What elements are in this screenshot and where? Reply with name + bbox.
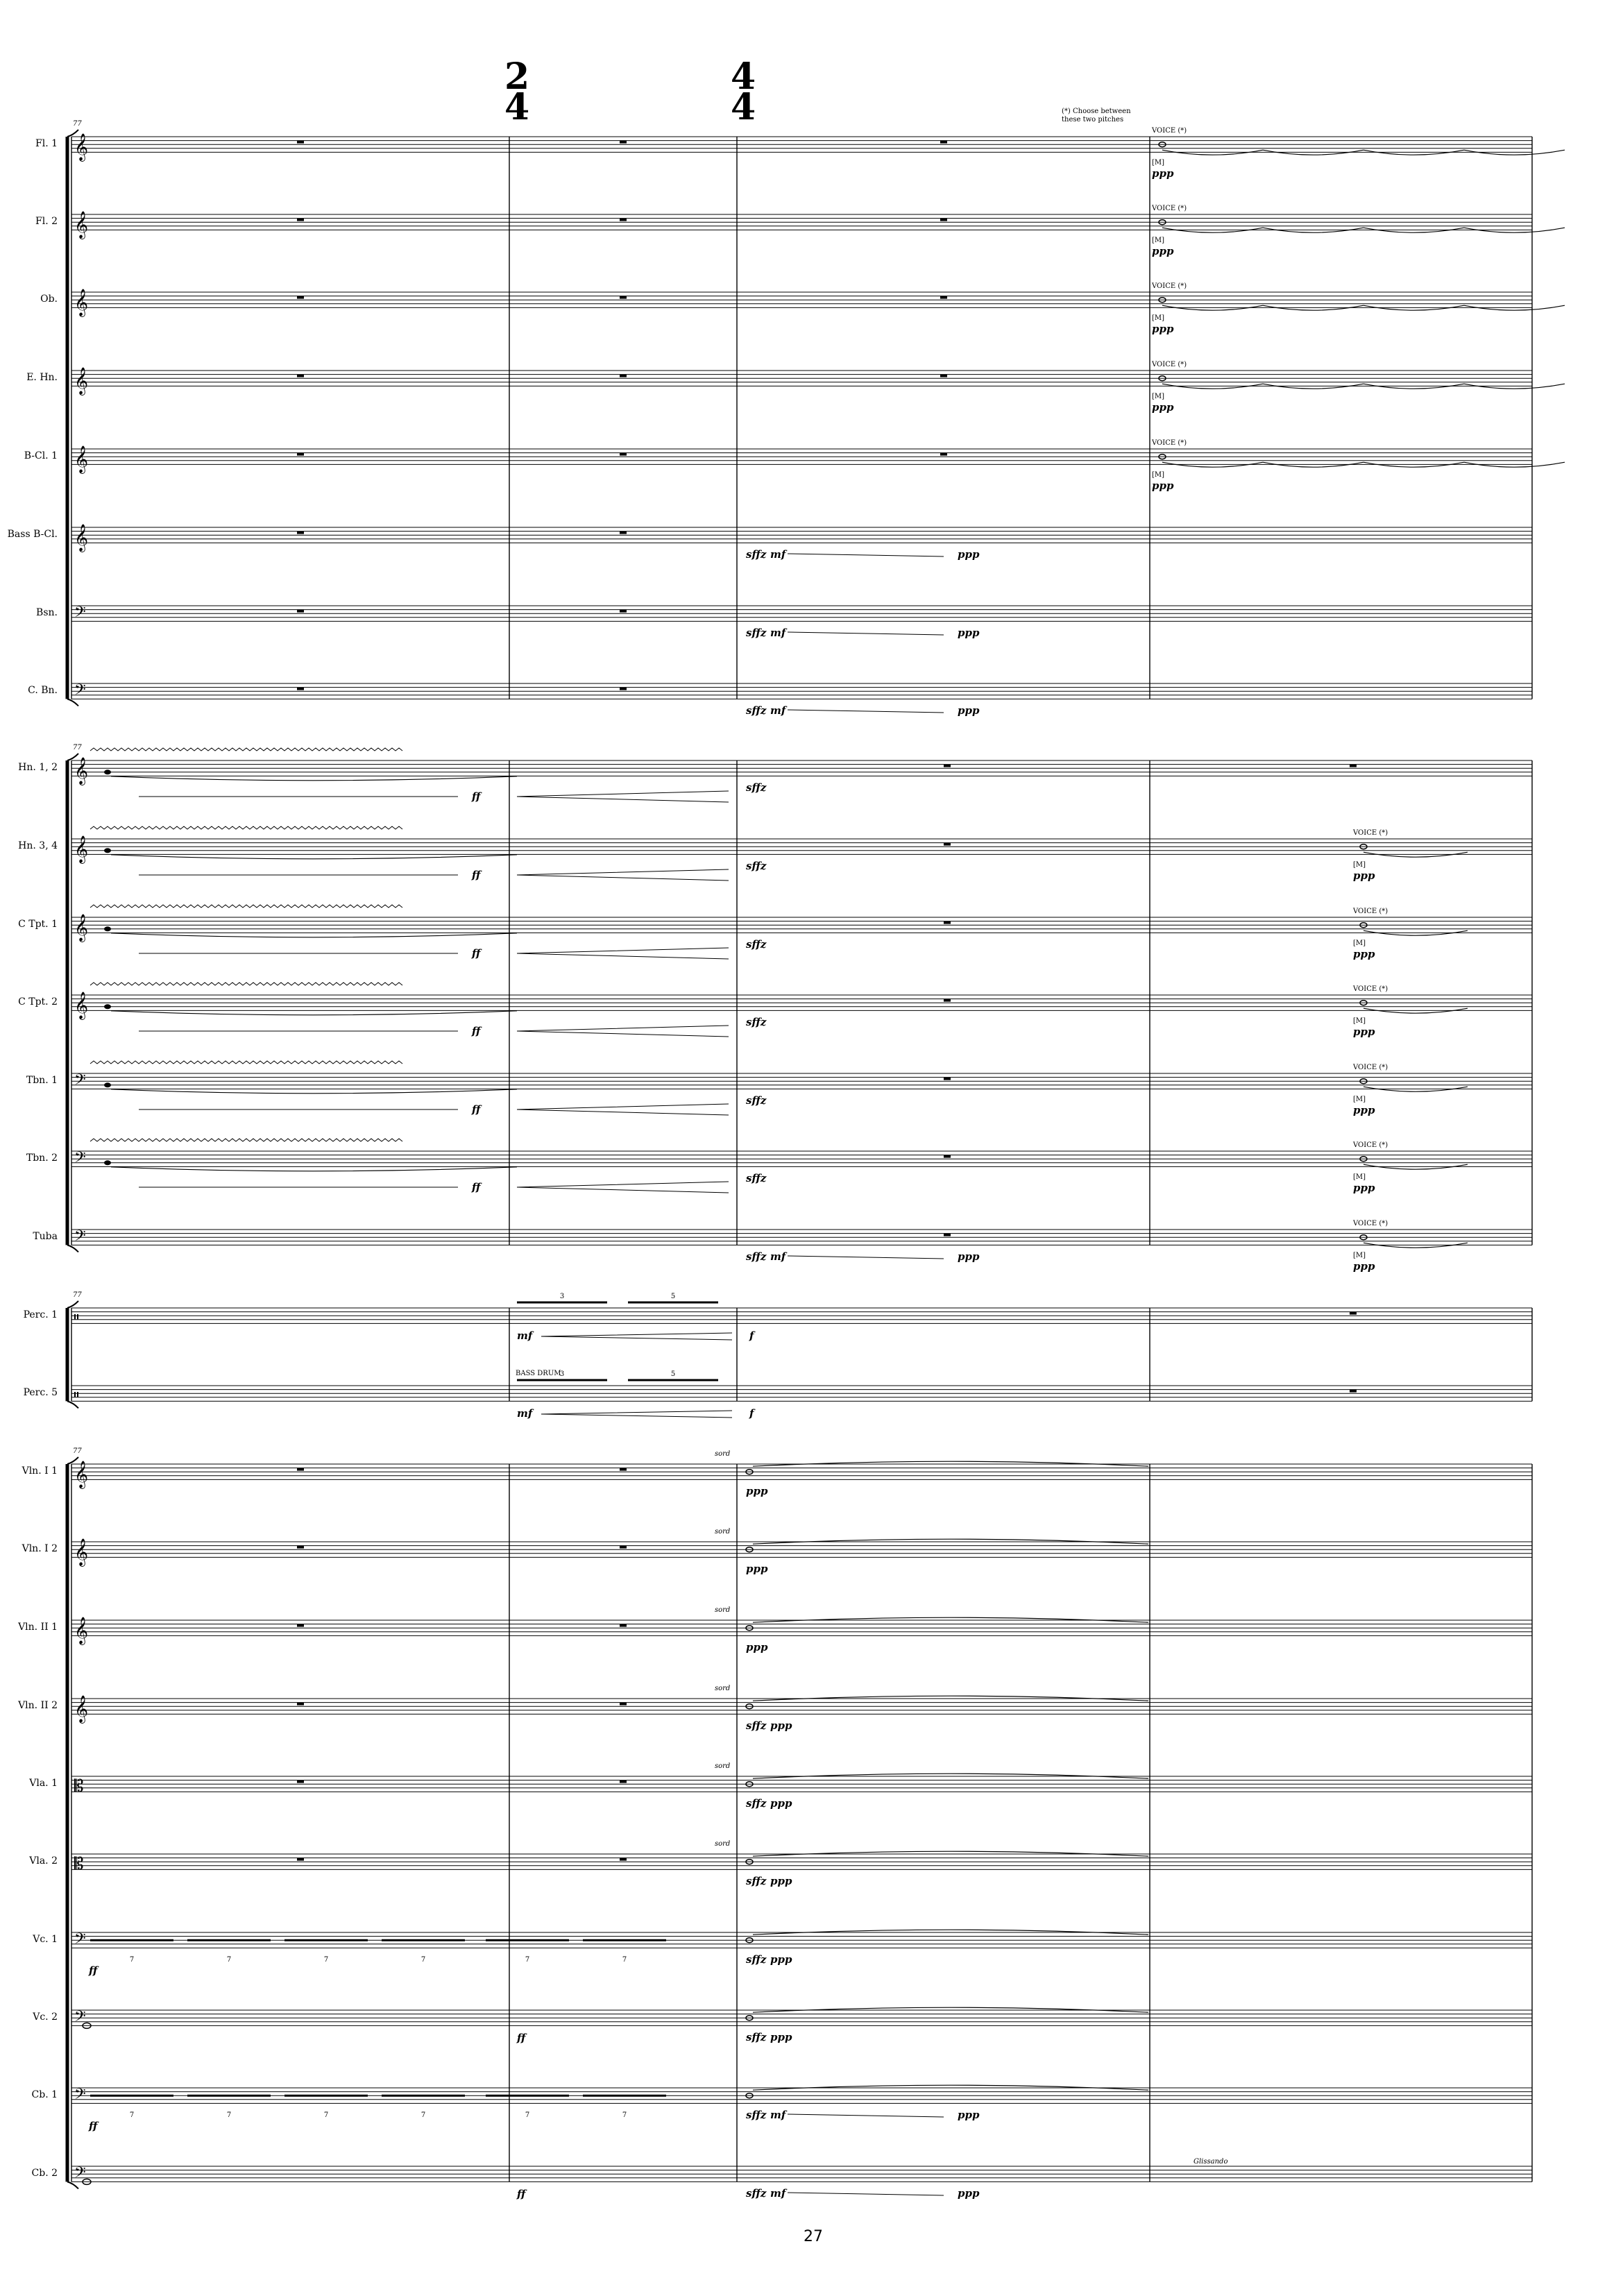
tuplet-number: 7 xyxy=(226,1956,232,1964)
clef-bass-icon: 𝄢 xyxy=(74,2008,86,2029)
whole-rest-icon xyxy=(620,1858,627,1861)
whole-rest-icon xyxy=(620,610,627,613)
mute-marking: [M] xyxy=(1353,1252,1366,1259)
whole-rest-icon xyxy=(620,688,627,690)
dynamic-ppp: ppp xyxy=(746,1641,768,1653)
time-signature-4-4-top: 4 xyxy=(731,56,756,98)
whole-rest-icon xyxy=(620,1780,627,1783)
tuplet-number: 7 xyxy=(622,2111,627,2119)
instrument-label: Vc. 1 xyxy=(33,1934,58,1945)
tuplet-number: 7 xyxy=(323,2111,329,2119)
decrescendo-hairpin xyxy=(517,869,729,881)
dynamic-mf: mf xyxy=(517,1329,533,1342)
tuplet-number: 7 xyxy=(323,1956,329,1964)
dynamic-sffz: sffz xyxy=(746,1875,767,1887)
dynamic-ppp: ppp xyxy=(770,1719,792,1732)
whole-rest-icon xyxy=(620,219,627,221)
whole-rest-icon xyxy=(297,1624,304,1627)
dynamic-ff: ff xyxy=(472,1181,481,1193)
clef-bass-icon: 𝄢 xyxy=(74,1071,86,1092)
tuplet-number: 7 xyxy=(129,1956,135,1964)
whole-rest-icon xyxy=(297,610,304,613)
whole-rest-icon xyxy=(297,375,304,377)
diminuendo-line xyxy=(788,2193,944,2195)
dynamic-ppp: ppp xyxy=(1152,323,1174,335)
dynamic-ff: ff xyxy=(89,1964,98,1977)
clef-treble-icon: 𝄞 xyxy=(74,133,89,161)
voice-label: VOICE (*) xyxy=(1353,1141,1388,1149)
voice-label: VOICE (*) xyxy=(1152,127,1187,135)
dynamic-ppp: ppp xyxy=(1353,948,1375,960)
instrument-label: Cb. 2 xyxy=(31,2168,58,2179)
footnote-line-1: (*) Choose between xyxy=(1062,108,1131,115)
bracket-top-hook xyxy=(67,1301,78,1308)
dynamic-ppp: ppp xyxy=(958,2109,980,2121)
dynamic-sffz: sffz xyxy=(746,2187,767,2200)
tuplet-number: 7 xyxy=(226,2111,232,2119)
instrument-label: C Tpt. 2 xyxy=(18,996,58,1007)
dynamic-sffz: sffz xyxy=(746,1016,767,1028)
dynamic-sffz: sffz xyxy=(746,627,767,639)
instrument-label: Cb. 1 xyxy=(31,2089,58,2100)
instrument-label: E. Hn. xyxy=(26,372,58,383)
instrument-label: Vc. 2 xyxy=(33,2012,58,2023)
clef-treble-icon: 𝄞 xyxy=(74,757,89,785)
crescendo-hairpin xyxy=(541,1411,732,1418)
voice-label: VOICE (*) xyxy=(1152,282,1187,290)
dynamic-ff: ff xyxy=(472,869,481,881)
clef-bass-icon: 𝄢 xyxy=(74,2086,86,2107)
clef-treble-icon: 𝄞 xyxy=(74,445,89,473)
dynamic-mf: mf xyxy=(770,2109,786,2121)
measure-number: 77 xyxy=(73,744,82,751)
dynamic-ppp: ppp xyxy=(1353,1026,1375,1038)
mute-marking: [M] xyxy=(1353,1173,1366,1181)
whole-rest-icon xyxy=(620,296,627,299)
trill-line xyxy=(90,748,402,751)
instrument-label: Ob. xyxy=(40,294,58,305)
clef-perc-icon: 𝄥 xyxy=(74,1386,78,1403)
diminuendo-line xyxy=(788,1256,944,1259)
diminuendo-line xyxy=(788,2114,944,2117)
whole-rest-icon xyxy=(297,1703,304,1706)
decrescendo-hairpin xyxy=(517,791,729,802)
whole-rest-icon xyxy=(297,1780,304,1783)
instrument-label: C Tpt. 1 xyxy=(18,919,58,930)
whole-rest-icon xyxy=(940,296,947,299)
whole-rest-icon xyxy=(620,532,627,534)
voice-label: VOICE (*) xyxy=(1353,908,1388,915)
decrescendo-hairpin xyxy=(517,1104,729,1115)
tuplet-number: 5 xyxy=(670,1293,676,1300)
mute-marking: [M] xyxy=(1152,314,1165,322)
time-signature-2-4-top: 2 xyxy=(504,56,530,98)
instrument-label: Vln. I 2 xyxy=(22,1543,58,1554)
trilled-note xyxy=(104,1082,111,1087)
dynamic-sffz: sffz xyxy=(746,781,767,794)
whole-rest-icon xyxy=(940,219,947,221)
instrument-label: Hn. 1, 2 xyxy=(18,762,58,773)
tuplet-number: 7 xyxy=(622,1956,627,1964)
clef-bass-icon: 𝄢 xyxy=(74,681,86,702)
instrument-label: Fl. 1 xyxy=(35,138,58,149)
trilled-note xyxy=(104,926,111,931)
clef-treble-icon: 𝄞 xyxy=(74,835,89,863)
dynamic-ppp: ppp xyxy=(958,548,980,561)
instrument-label: Perc. 5 xyxy=(23,1387,58,1398)
measure-number: 77 xyxy=(73,1447,82,1455)
instrument-label: Hn. 3, 4 xyxy=(18,840,58,851)
dynamic-f: f xyxy=(749,1407,754,1420)
tie xyxy=(111,776,517,781)
instrument-label: Bsn. xyxy=(36,607,58,618)
whole-rest-icon xyxy=(297,1546,304,1549)
instrument-label: Perc. 1 xyxy=(23,1309,58,1320)
instrument-label: Vln. II 1 xyxy=(18,1622,58,1633)
trilled-note xyxy=(104,848,111,853)
whole-rest-icon xyxy=(940,453,947,456)
dynamic-ppp: ppp xyxy=(746,1485,768,1497)
dynamic-f: f xyxy=(749,1329,754,1342)
footnote-line-2: these two pitches xyxy=(1062,116,1124,124)
dynamic-sffz: sffz xyxy=(746,1719,767,1732)
clef-bass-icon: 𝄢 xyxy=(74,1227,86,1248)
whole-rest-icon xyxy=(620,1468,627,1471)
instrument-label: Tuba xyxy=(33,1231,58,1242)
dynamic-sffz: sffz xyxy=(746,2109,767,2121)
whole-rest-icon xyxy=(620,1624,627,1627)
tuplet-number: 7 xyxy=(129,2111,135,2119)
mute-marking: [M] xyxy=(1152,471,1165,479)
whole-rest-icon xyxy=(944,999,951,1002)
sordino-marking: sord xyxy=(715,1685,731,1692)
sordino-marking: sord xyxy=(715,1840,731,1848)
dynamic-sffz: sffz xyxy=(746,548,767,561)
trill-line xyxy=(90,1139,402,1141)
dynamic-mf: mf xyxy=(770,2187,786,2200)
dynamic-ff: ff xyxy=(517,2188,526,2200)
tie xyxy=(111,1011,517,1015)
sordino-marking: sord xyxy=(715,1762,731,1770)
decrescendo-hairpin xyxy=(517,1026,729,1037)
time-signature-2-4-bottom: 4 xyxy=(504,86,530,128)
clef-bass-icon: 𝄢 xyxy=(74,2164,86,2185)
instrument-label: Tbn. 2 xyxy=(26,1153,58,1164)
clef-perc-icon: 𝄥 xyxy=(74,1309,78,1325)
clef-treble-icon: 𝄞 xyxy=(74,211,89,239)
clef-treble-icon: 𝄞 xyxy=(74,289,89,316)
voice-label: VOICE (*) xyxy=(1152,361,1187,368)
trilled-note xyxy=(104,1160,111,1165)
dynamic-mf: mf xyxy=(770,548,786,561)
mute-marking: [M] xyxy=(1353,939,1366,947)
whole-rest-icon xyxy=(297,296,304,299)
whole-rest-icon xyxy=(297,453,304,456)
clef-treble-icon: 𝄞 xyxy=(74,1695,89,1723)
dynamic-sffz: sffz xyxy=(746,1953,767,1966)
clef-treble-icon: 𝄞 xyxy=(74,1617,89,1644)
clef-alto-icon: 𝄡 xyxy=(74,1854,84,1873)
trill-line xyxy=(90,905,402,908)
trilled-note xyxy=(104,769,111,774)
whole-rest-icon xyxy=(297,532,304,534)
instrument-label: C. Bn. xyxy=(28,685,58,696)
clef-treble-icon: 𝄞 xyxy=(74,1461,89,1488)
dynamic-ppp: ppp xyxy=(1353,869,1375,882)
voice-label: VOICE (*) xyxy=(1152,205,1187,212)
dynamic-sffz: sffz xyxy=(746,1172,767,1184)
diminuendo-line xyxy=(788,632,944,635)
dynamic-ppp: ppp xyxy=(1353,1104,1375,1116)
trill-line xyxy=(90,983,402,985)
tie xyxy=(111,1089,517,1094)
dynamic-sffz: sffz xyxy=(746,860,767,872)
clef-treble-icon: 𝄞 xyxy=(74,367,89,395)
dynamic-mf: mf xyxy=(770,1250,786,1263)
dynamic-ppp: ppp xyxy=(770,1875,792,1887)
diminuendo-line xyxy=(788,554,944,556)
whole-rest-icon xyxy=(944,1155,951,1158)
dynamic-ppp: ppp xyxy=(770,2031,792,2043)
clef-treble-icon: 𝄞 xyxy=(74,1538,89,1566)
whole-rest-icon xyxy=(1350,765,1357,767)
clef-treble-icon: 𝄞 xyxy=(74,524,89,552)
decrescendo-hairpin xyxy=(517,948,729,959)
voice-label: VOICE (*) xyxy=(1353,985,1388,993)
dynamic-ff: ff xyxy=(472,1025,481,1037)
voice-label: VOICE (*) xyxy=(1353,829,1388,837)
dynamic-sffz: sffz xyxy=(746,1250,767,1263)
clef-treble-icon: 𝄞 xyxy=(74,914,89,942)
whole-rest-icon xyxy=(944,765,951,767)
dynamic-ppp: ppp xyxy=(958,2187,980,2200)
time-signature-4-4-bottom: 4 xyxy=(731,86,756,128)
mute-marking: [M] xyxy=(1353,1096,1366,1103)
clef-bass-icon: 𝄢 xyxy=(74,1930,86,1951)
dynamic-sffz: sffz xyxy=(746,1797,767,1810)
dynamic-ff: ff xyxy=(472,947,481,960)
dynamic-ppp: ppp xyxy=(1152,245,1174,257)
dynamic-mf: mf xyxy=(517,1407,533,1420)
dynamic-ppp: ppp xyxy=(958,704,980,717)
whole-rest-icon xyxy=(620,1546,627,1549)
voice-label: VOICE (*) xyxy=(1353,1064,1388,1071)
clef-alto-icon: 𝄡 xyxy=(74,1776,84,1796)
mute-marking: [M] xyxy=(1152,159,1165,167)
dynamic-ppp: ppp xyxy=(958,627,980,639)
tuplet-number: 7 xyxy=(420,1956,426,1964)
sordino-marking: sord xyxy=(715,1450,731,1458)
tuplet-number: 7 xyxy=(525,1956,530,1964)
glissando-label: Glissando xyxy=(1193,2158,1228,2166)
measure-number: 77 xyxy=(73,120,82,128)
whole-rest-icon xyxy=(1350,1390,1357,1393)
sordino-marking: sord xyxy=(715,1606,731,1614)
instrument-label: Vln. II 2 xyxy=(18,1700,58,1711)
dynamic-ff: ff xyxy=(517,2032,526,2044)
measure-number: 77 xyxy=(73,1291,82,1299)
whole-rest-icon xyxy=(297,1858,304,1861)
dynamic-mf: mf xyxy=(770,704,786,717)
dynamic-ff: ff xyxy=(89,2120,98,2132)
trilled-note xyxy=(104,1004,111,1009)
whole-rest-icon xyxy=(297,141,304,144)
whole-rest-icon xyxy=(620,375,627,377)
tie xyxy=(111,933,517,937)
voice-label: VOICE (*) xyxy=(1152,439,1187,447)
bass-drum-label: BASS DRUM xyxy=(516,1370,561,1377)
instrument-label: Bass B-Cl. xyxy=(7,529,58,540)
tie xyxy=(111,855,517,859)
whole-rest-icon xyxy=(297,688,304,690)
dynamic-ff: ff xyxy=(472,1103,481,1116)
dynamic-sffz: sffz xyxy=(746,2031,767,2043)
dynamic-ppp: ppp xyxy=(770,1797,792,1810)
instrument-label: Fl. 2 xyxy=(35,216,58,227)
clef-bass-icon: 𝄢 xyxy=(74,1149,86,1170)
decrescendo-hairpin xyxy=(517,1182,729,1193)
instrument-label: B-Cl. 1 xyxy=(24,450,58,461)
dynamic-ppp: ppp xyxy=(1353,1182,1375,1194)
whole-rest-icon xyxy=(297,219,304,221)
tuplet-number: 3 xyxy=(559,1370,565,1378)
whole-rest-icon xyxy=(620,453,627,456)
mute-marking: [M] xyxy=(1152,237,1165,244)
page-number: 27 xyxy=(804,2228,823,2245)
clef-bass-icon: 𝄢 xyxy=(74,604,86,624)
dynamic-ppp: ppp xyxy=(958,1250,980,1263)
trill-line xyxy=(90,1061,402,1064)
dynamic-mf: mf xyxy=(770,627,786,639)
dynamic-ppp: ppp xyxy=(1353,1260,1375,1273)
tie xyxy=(111,1167,517,1171)
whole-rest-icon xyxy=(944,1234,951,1236)
whole-rest-icon xyxy=(944,921,951,924)
mute-marking: [M] xyxy=(1152,393,1165,400)
mute-marking: [M] xyxy=(1353,861,1366,869)
whole-rest-icon xyxy=(620,141,627,144)
dynamic-sffz: sffz xyxy=(746,938,767,951)
tuplet-number: 5 xyxy=(670,1370,676,1378)
instrument-label: Tbn. 1 xyxy=(26,1075,58,1086)
instrument-label: Vln. I 1 xyxy=(22,1465,58,1477)
clef-treble-icon: 𝄞 xyxy=(74,992,89,1019)
tuplet-number: 7 xyxy=(420,2111,426,2119)
whole-rest-icon xyxy=(620,1703,627,1706)
dynamic-ppp: ppp xyxy=(1152,401,1174,414)
dynamic-ff: ff xyxy=(472,790,481,803)
instrument-label: Vla. 1 xyxy=(29,1778,58,1789)
whole-rest-icon xyxy=(1350,1312,1357,1315)
instrument-label: Vla. 2 xyxy=(29,1855,58,1866)
whole-rest-icon xyxy=(944,843,951,846)
diminuendo-line xyxy=(788,710,944,713)
tuplet-number: 3 xyxy=(559,1293,565,1300)
tuplet-number: 7 xyxy=(525,2111,530,2119)
dynamic-ppp: ppp xyxy=(1152,479,1174,492)
dynamic-ppp: ppp xyxy=(746,1563,768,1575)
crescendo-hairpin xyxy=(541,1333,732,1340)
whole-rest-icon xyxy=(940,141,947,144)
dynamic-sffz: sffz xyxy=(746,704,767,717)
voice-label: VOICE (*) xyxy=(1353,1220,1388,1227)
whole-rest-icon xyxy=(944,1078,951,1080)
dynamic-sffz: sffz xyxy=(746,1094,767,1107)
trill-line xyxy=(90,826,402,829)
dynamic-ppp: ppp xyxy=(770,1953,792,1966)
dynamic-ppp: ppp xyxy=(1152,167,1174,180)
whole-rest-icon xyxy=(297,1468,304,1471)
whole-rest-icon xyxy=(940,375,947,377)
sordino-marking: sord xyxy=(715,1528,731,1536)
mute-marking: [M] xyxy=(1353,1017,1366,1025)
